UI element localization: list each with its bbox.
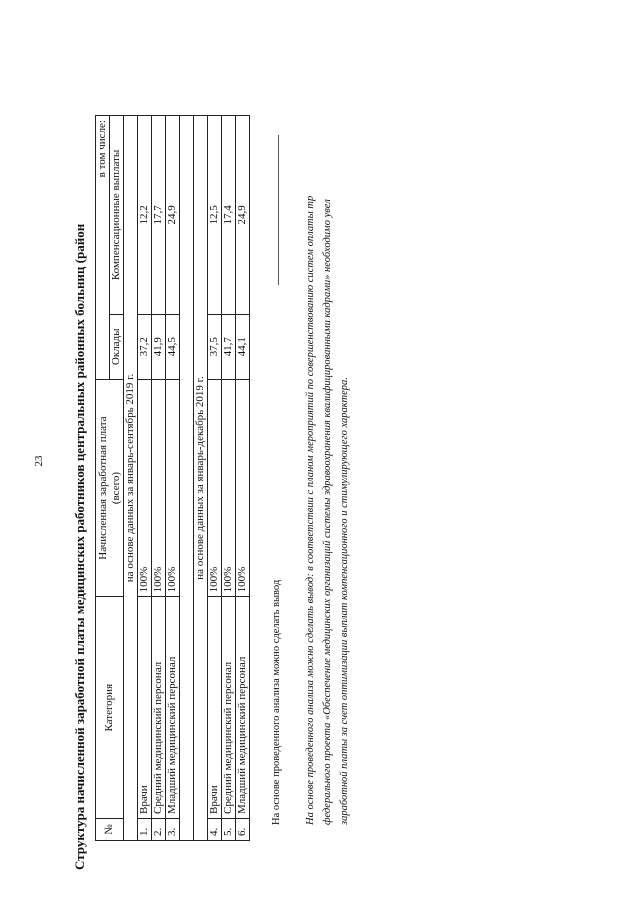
header-salary: Оклады [110,314,124,379]
cell-salary: 44,1 [236,314,250,379]
cell-num: 2. [152,819,166,841]
table-row [208,116,222,841]
cell-total: 100% [138,379,152,597]
cell-total: 100% [152,379,166,597]
cell-salary: 37,2 [138,314,152,379]
cell-comp: 24,9 [166,116,180,315]
cell-comp: 12,5 [208,116,222,315]
section-label: на основе данных за январь-сентябрь 2019 г. [124,116,138,841]
cell-num: 3. [166,819,180,841]
header-total [96,379,124,597]
page-number: 23 [33,455,45,467]
salary-structure-table [95,115,250,841]
table-row [222,116,236,841]
conclusion-line-1: На основе проведенного анализа можно сделать вывод: в соответствии с планом мероприятий по совершенствованию систем оплаты тр [305,195,316,825]
table-row [152,116,166,841]
cell-category: Врачи [138,597,152,819]
cell-total: 100% [222,379,236,597]
table-title: Структура начисленной заработной платы медицинских работников центральных районных больниц (район [72,223,87,870]
header-including: в том числе: [96,116,110,380]
cell-category: Средний медицинский персонал [152,597,166,819]
header-total-line1: Начисленная заработная плата [96,416,109,560]
cell-category: Младший медицинский персонал [166,597,180,819]
table-row [138,116,152,841]
cell-salary: 41,9 [152,314,166,379]
header-compensation: Компенсационные выплаты [110,116,124,315]
header-total-line2: (всего) [109,472,122,505]
cell-comp: 17,7 [152,116,166,315]
cell-num: 6. [236,819,250,841]
table-header-row-1 [96,116,110,841]
cell-comp: 17,4 [222,116,236,315]
cell-total: 100% [236,379,250,597]
section-row [124,116,138,841]
cell-total: 100% [166,379,180,597]
cell-category: Младший медицинский персонал [236,597,250,819]
header-num: № [96,819,124,841]
section-label: на основе данных за январь-декабрь 2019 г. [194,116,208,841]
cell-num: 4. [208,819,222,841]
cell-category: Врачи [208,597,222,819]
cell-total: 100% [208,379,222,597]
cell-comp: 24,9 [236,116,250,315]
cell-salary: 37,5 [208,314,222,379]
cell-num: 1. [138,819,152,841]
cell-salary: 41,7 [222,314,236,379]
separator-line [278,135,279,285]
table-row [236,116,250,841]
header-category: Категория [96,597,124,819]
summary-line: На основе проведенного анализа можно сделать вывод [271,579,282,825]
cell-comp: 12,2 [138,116,152,315]
cell-num: 5. [222,819,236,841]
cell-category: Средний медицинский персонал [222,597,236,819]
table-spacer [180,116,194,841]
conclusion-line-3: заработной платы за счет оптимизации выплат компенсационного и стимулирующего характера. [339,377,350,825]
cell-salary: 44,5 [166,314,180,379]
conclusion-line-2: федерального проекта «Обеспечение медицинских организаций системы здравоохранения квалифицированными кадрами» необходимо увел [322,199,333,825]
section-row [194,116,208,841]
table-row [166,116,180,841]
